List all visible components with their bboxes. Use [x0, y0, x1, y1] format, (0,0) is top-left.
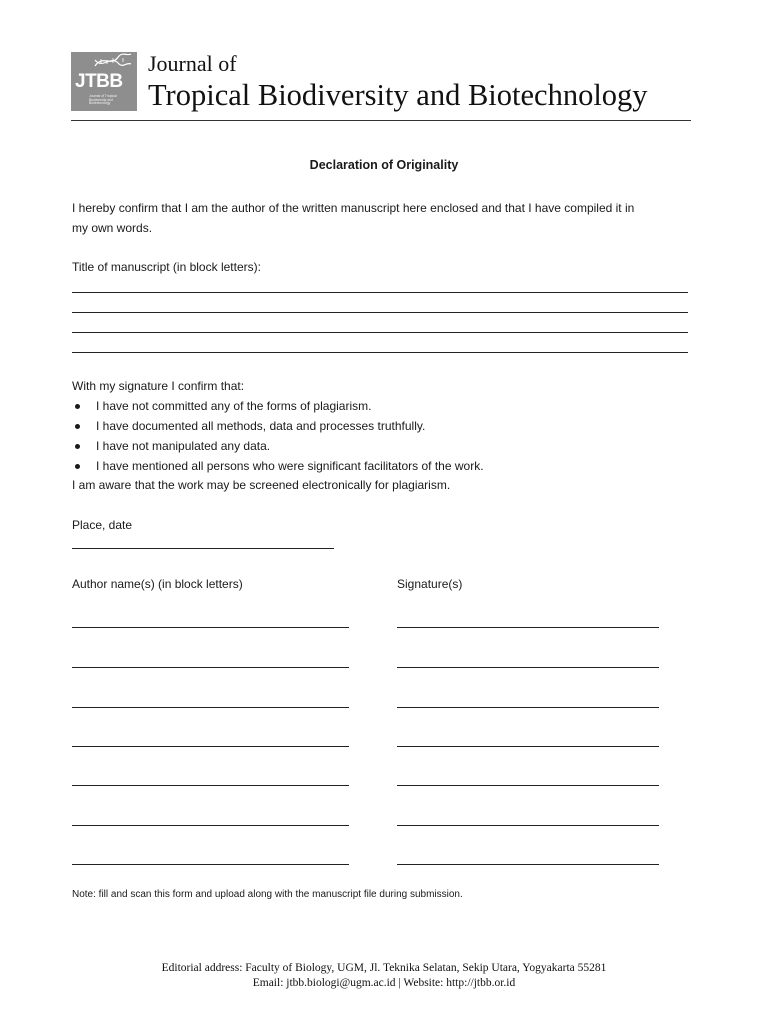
manuscript-title-line-3[interactable]: [72, 312, 688, 333]
signatures-label: Signature(s): [397, 577, 463, 591]
list-item: I have documented all methods, data and processes truthfully.: [72, 416, 484, 436]
signature-line-1[interactable]: [397, 627, 659, 628]
header-divider: [71, 120, 691, 121]
journal-logo: [71, 52, 137, 111]
contact-info: Email: jtbb.biologi@ugm.ac.id | Website: http://jtbb.or.id: [252, 977, 516, 989]
list-item: I have not committed any of the forms of plagiarism.: [72, 396, 484, 416]
author-name-line-5[interactable]: [72, 785, 349, 786]
journal-name: Tropical Biodiversity and Biotechnology: [148, 78, 648, 112]
signature-line-4[interactable]: [397, 746, 659, 747]
journal-of-label: Journal of: [148, 51, 237, 76]
author-name-line-6[interactable]: [72, 825, 349, 826]
signature-line-5[interactable]: [397, 785, 659, 786]
intro-line-1: I hereby confirm that I am the author of the written manuscript here enclosed and that I have compiled it in: [72, 201, 635, 215]
confirmation-list: [72, 396, 484, 476]
signature-line-6[interactable]: [397, 825, 659, 826]
plagiarism-screening-notice: I am aware that the work may be screened electronically for plagiarism.: [72, 478, 451, 492]
submission-note: Note: fill and scan this form and upload along with the manuscript file during submission.: [72, 889, 463, 900]
manuscript-title-line-2[interactable]: [72, 292, 688, 313]
manuscript-title-line-4[interactable]: [72, 332, 688, 353]
manuscript-title-line-1[interactable]: [72, 272, 688, 293]
signature-line-3[interactable]: [397, 707, 659, 708]
document-title: Declaration of Originality: [309, 158, 459, 172]
signature-line-7[interactable]: [397, 864, 659, 865]
list-item: I have not manipulated any data.: [72, 436, 484, 456]
author-name-line-4[interactable]: [72, 746, 349, 747]
list-item: I have mentioned all persons who were significant facilitators of the work.: [72, 456, 484, 476]
signature-line-2[interactable]: [397, 667, 659, 668]
confirm-label: With my signature I confirm that:: [72, 379, 245, 393]
place-date-label: Place, date: [72, 518, 133, 532]
author-name-line-1[interactable]: [72, 627, 349, 628]
place-date-line[interactable]: [72, 548, 334, 549]
author-name-line-2[interactable]: [72, 667, 349, 668]
editorial-address: Editorial address: Faculty of Biology, UGM, Jl. Teknika Selatan, Sekip Utara, Yogyakarta 55281: [161, 962, 607, 974]
logo-text: JTBB: [75, 71, 123, 92]
manuscript-title-label: Title of manuscript (in block letters):: [72, 260, 261, 274]
author-name-line-3[interactable]: [72, 707, 349, 708]
author-name-line-7[interactable]: [72, 864, 349, 865]
author-names-label: Author name(s) (in block letters): [72, 577, 243, 591]
logo-subtext: Journal of Tropical Biodiversity and Biotechnology: [89, 94, 117, 106]
intro-line-2: my own words.: [72, 221, 153, 235]
